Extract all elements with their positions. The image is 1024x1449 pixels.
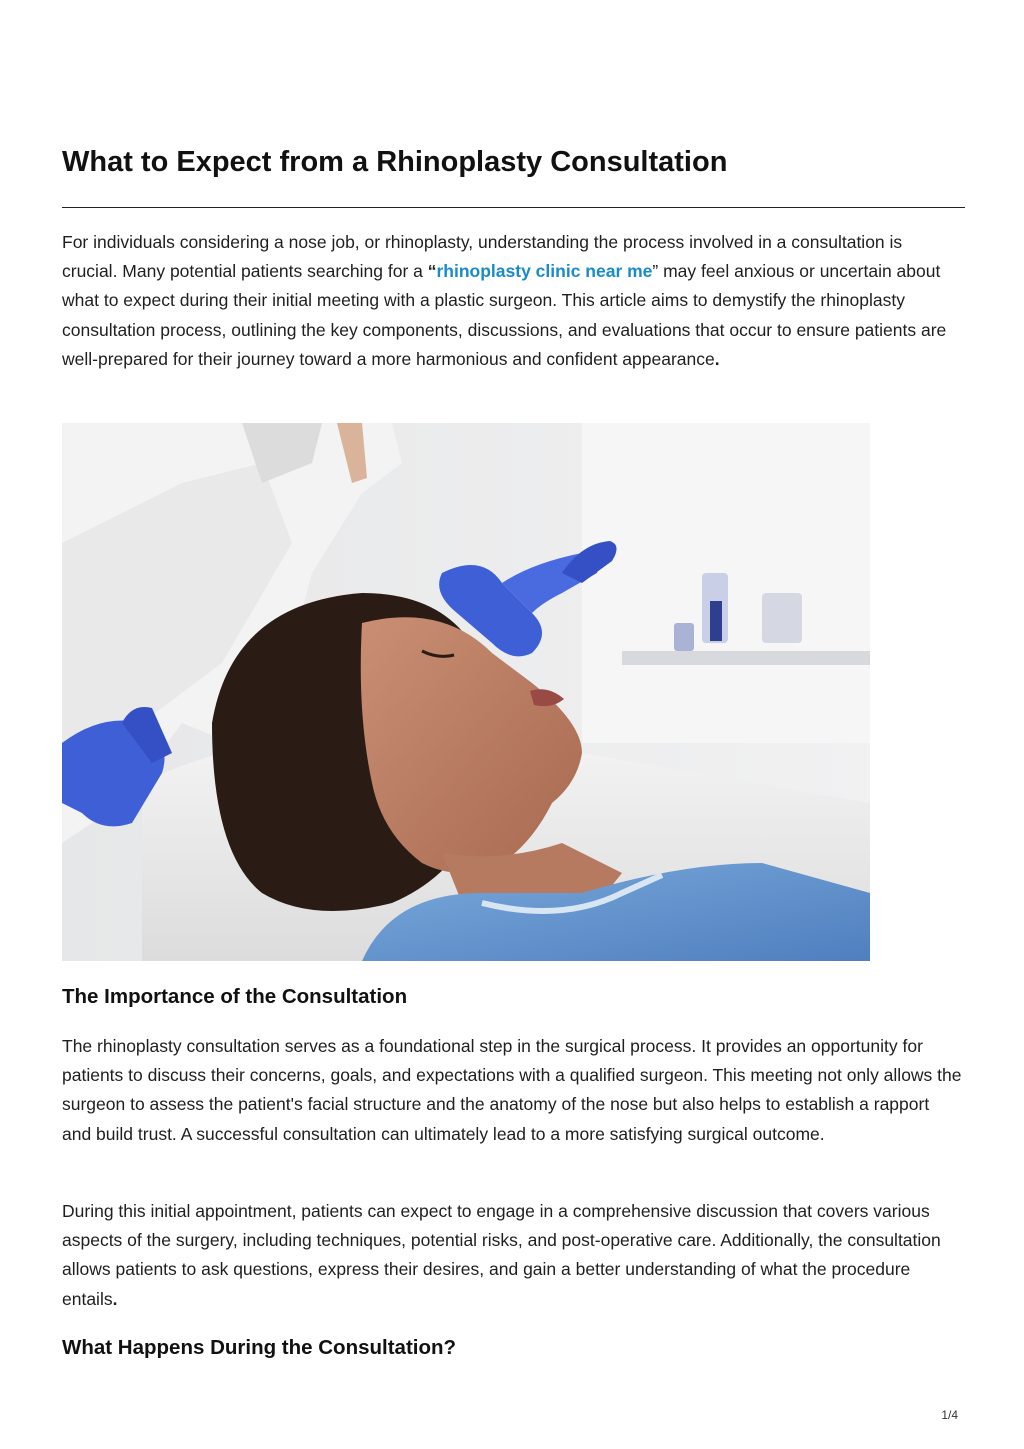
intro-end-period: . <box>714 348 720 369</box>
consultation-photo <box>62 423 870 961</box>
importance-paragraph-2-end: . <box>112 1288 118 1309</box>
importance-paragraph-1: The rhinoplasty consultation serves as a foundational step in the surgical process. It provides an opportunity for patients to discuss their concerns, goals, and expectations with a qualified surgeon. This meeting not only allows the surgeon to assess the patient's facial structure and the anatomy of the nose but also helps to establish a rapport and build trust. A successful consultation can ultimately lead to a more satisfying surgical outcome. <box>62 1036 962 1144</box>
page-number: 1/4 <box>941 1408 958 1422</box>
intro-close-quote: ” <box>652 261 659 282</box>
article-title: What to Expect from a Rhinoplasty Consultation <box>62 146 728 178</box>
intro-text-after: may feel anxious or uncertain about what to expect during their initial meeting with a plastic surgeon. This article aims to demystify the rhinoplasty consultation process, outlining the key components, discussions, and evaluations that occur to ensure patients are well-prepared for their journey toward a more harmonious and confident appearance <box>62 261 947 369</box>
intro-paragraph <box>62 228 962 374</box>
intro-text-before: For individuals considering a nose job, or rhinoplasty, understanding the process involved in a consultation is crucial. Many potential patients searching for a <box>62 232 903 282</box>
importance-paragraph-2-text: During this initial appointment, patients can expect to engage in a comprehensive discussion that covers various aspects of the surgery, including techniques, potential risks, and post-operative care. Additionally, the consultation allows patients to ask questions, express their desires, and gain a better understanding of what the procedure entails <box>62 1201 941 1309</box>
consultation-photo-icon <box>62 423 870 961</box>
section-heading-what-happens: What Happens During the Consultation? <box>62 1336 457 1359</box>
rhinoplasty-clinic-link[interactable]: rhinoplasty clinic near me <box>436 261 653 282</box>
section-heading-importance: The Importance of the Consultation <box>62 985 408 1008</box>
intro-open-quote: “ <box>427 261 437 282</box>
title-divider <box>62 207 965 208</box>
importance-paragraph-2 <box>62 1197 962 1314</box>
